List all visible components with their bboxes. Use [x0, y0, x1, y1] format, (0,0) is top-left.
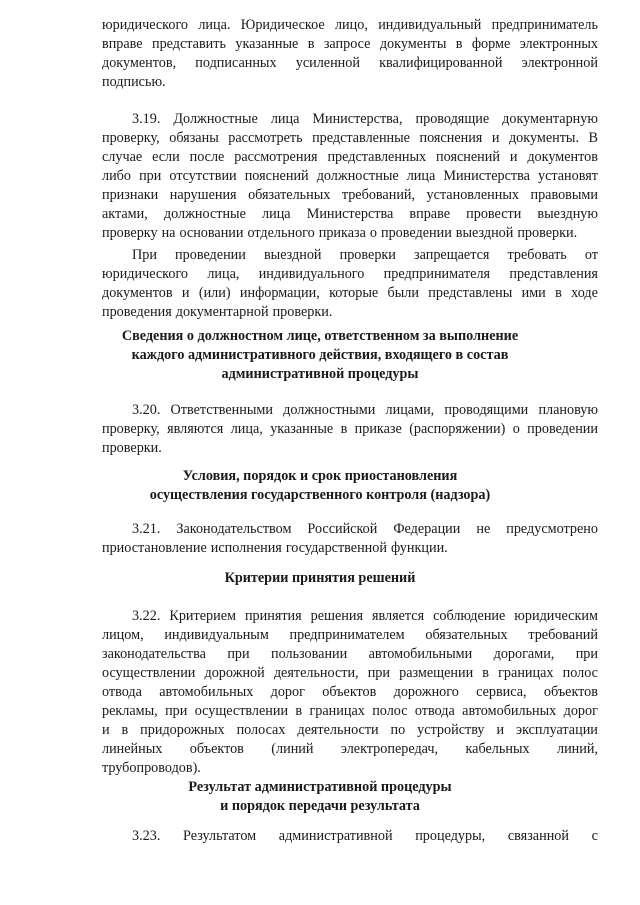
section-heading-line: осуществления государственного контроля (надзора)	[149, 487, 491, 503]
paragraph-line: юридического лица. Юридическое лицо, индивидуальный предприниматель	[102, 17, 598, 33]
paragraph-line: подписью.	[102, 74, 166, 90]
paragraph-line: документов и (или) информации, которые были представлены ими в ходе	[102, 285, 598, 301]
paragraph-line: вправе представить указанные в запросе документы в форме электронных	[102, 36, 598, 52]
paragraph-line: и в придорожных полосах деятельности по устройству и эксплуатации	[102, 722, 598, 738]
paragraph-line: проведения документарной проверки.	[102, 304, 333, 320]
paragraph-line: случае если после рассмотрения представленных пояснений и документов	[102, 149, 598, 165]
paragraph-line: рекламы, при осуществлении в границах полос отвода автомобильных дорог	[102, 703, 598, 719]
paragraph-line: проверку на основании отдельного приказа о проведении выездной проверки.	[102, 225, 578, 241]
section-heading-line: Условия, порядок и срок приостановления	[182, 468, 458, 484]
paragraph-line: проверку, являются лица, указанные в приказе (распоряжении) о проведении	[102, 421, 598, 437]
paragraph-line: 3.20. Ответственными должностными лицами, проводящими плановую	[132, 402, 598, 418]
paragraph-line: 3.21. Законодательством Российской Федерации не предусмотрено	[132, 521, 598, 537]
section-heading-line: Сведения о должностном лице, ответственном за выполнение	[121, 328, 519, 344]
paragraph-line: актами, должностные лица Министерства вправе провести выездную	[102, 206, 598, 222]
paragraph-line: осуществлении дорожной деятельности, при размещении в границах полос	[102, 665, 598, 681]
section-heading-line: Результат административной процедуры	[188, 779, 452, 795]
section-heading-line: административной процедуры	[221, 366, 419, 382]
paragraph-line: юридического лица, индивидуального предпринимателя представления	[102, 266, 598, 282]
paragraph-line: документов, подписанных усиленной квалифицированной электронной	[102, 55, 598, 71]
paragraph-line: законодательства при пользовании автомобильными дорогами, при	[102, 646, 598, 662]
paragraph-line: лицом, индивидуальным предпринимателем обязательных требований	[102, 627, 598, 643]
paragraph-line: 3.22. Критерием принятия решения является соблюдение юридическим	[132, 608, 598, 624]
section-heading-line: и порядок передачи результата	[220, 798, 420, 814]
paragraph-line: 3.23. Результатом административной процедуры, связанной с	[132, 828, 598, 844]
paragraph-line: либо при отсутствии пояснений должностные лица Министерства установят	[102, 168, 598, 184]
paragraph-line: проверки.	[102, 440, 162, 456]
paragraph-line: линейных объектов (линий электропередач, кабельных линий,	[102, 741, 598, 757]
paragraph-line: 3.19. Должностные лица Министерства, проводящие документарную	[132, 111, 598, 127]
section-heading-line: каждого административного действия, входящего в состав	[131, 347, 509, 363]
paragraph-line: трубопроводов).	[102, 760, 201, 776]
paragraph-line: проверку, обязаны рассмотреть представленные пояснения и документы. В	[102, 130, 598, 146]
section-heading-line: Критерии принятия решений	[224, 570, 416, 586]
paragraph-line: приостановление исполнения государственной функции.	[102, 540, 448, 556]
paragraph-line: признаки нарушения обязательных требований, установленных правовыми	[102, 187, 598, 203]
paragraph-line: отвода автомобильных дорог объектов дорожного сервиса, объектов	[102, 684, 598, 700]
paragraph-line: При проведении выездной проверки запрещается требовать от	[132, 247, 598, 263]
